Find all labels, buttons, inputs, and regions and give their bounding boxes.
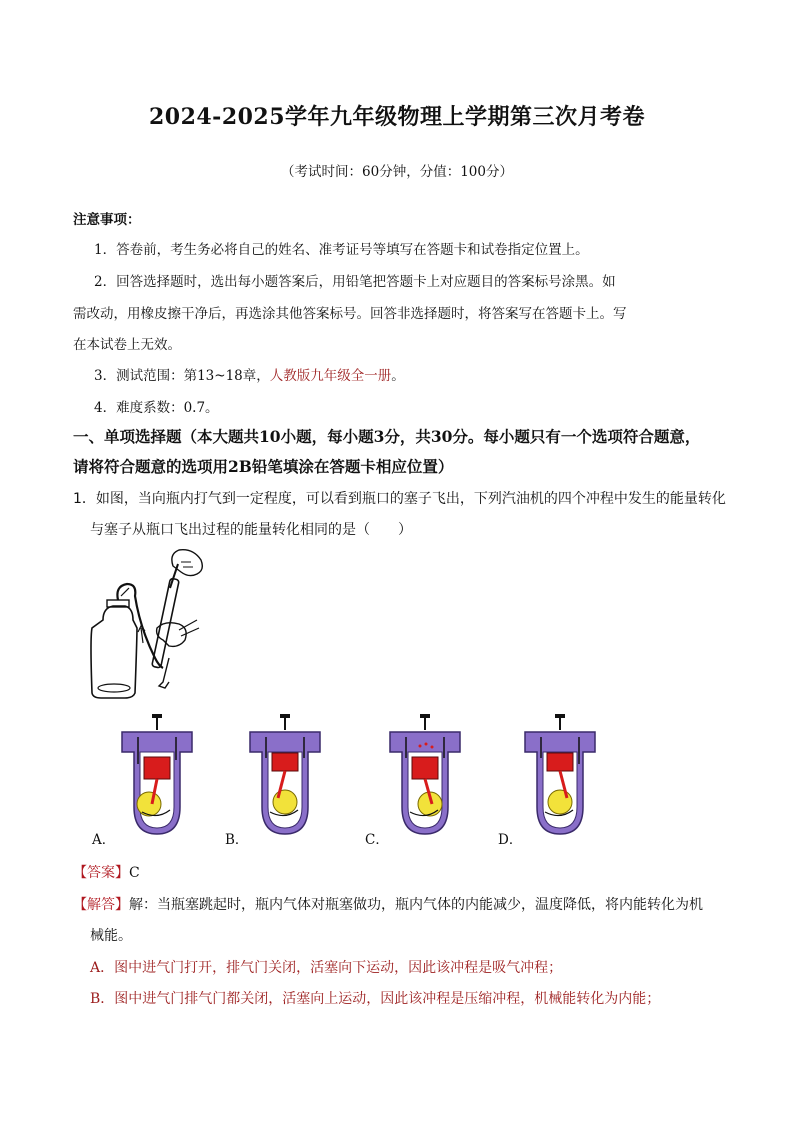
- answer-line: [73, 862, 140, 882]
- option-d-label: D．: [498, 832, 523, 848]
- explain-text-1: 解：当瓶塞跳起时，瓶内气体对瓶塞做功，瓶内气体的内能减少，温度降低，将内能转化为机: [129, 897, 703, 913]
- engine-option-c: [380, 712, 470, 842]
- notice-item-4: 4．难度系数：0.7。: [94, 400, 219, 416]
- notice-item-2-line-1: 2．回答选择题时，选出每小题答案后，用铅笔把答题卡上对应题目的答案标号涂黑。如: [94, 274, 616, 290]
- notice-item-3-prefix: 3．测试范围：第13~18章，: [94, 368, 270, 384]
- notice-heading: 注意事项：: [73, 212, 141, 228]
- explain-line-1: [73, 894, 703, 914]
- section-1-heading-line-1: 一、单项选择题（本大题共10小题，每小题3分，共30分。每小题只有一个选项符合题意，: [73, 427, 701, 446]
- engine-option-d: [515, 712, 605, 842]
- explain-option-b: B．图中进气门排气门都关闭，活塞向上运动，因此该冲程是压缩冲程，机械能转化为内能；: [90, 991, 661, 1007]
- option-c-label: C．: [365, 832, 389, 848]
- exam-subtitle: （考试时间：60分钟，分值：100分）: [281, 164, 513, 180]
- answer-value: C: [129, 865, 140, 881]
- notice-item-2-line-2: 需改动，用橡皮擦干净后，再选涂其他答案标号。回答非选择题时，将答案写在答题卡上。写: [73, 306, 627, 322]
- notice-item-3: [94, 364, 405, 384]
- engine-a-body: [122, 714, 192, 834]
- exam-title: 2024-2025学年九年级物理上学期第三次月考卷: [148, 104, 646, 130]
- bottle-pump-figure: [85, 548, 215, 708]
- question-1-line-2: 与塞子从瓶口飞出过程的能量转化相同的是（ ）: [90, 522, 412, 538]
- answer-tag: 【答案】: [73, 865, 129, 881]
- engine-d-body: [525, 714, 595, 834]
- explain-line-2: 械能。: [90, 928, 132, 944]
- notice-item-2-line-3: 在本试卷上无效。: [73, 337, 181, 353]
- explain-option-a: A．图中进气门打开，排气门关闭，活塞向下运动，因此该冲程是吸气冲程；: [90, 960, 563, 976]
- engine-option-b: [240, 712, 330, 842]
- notice-item-3-highlight: 人教版九年级全一册: [269, 368, 392, 384]
- engine-option-a: [112, 712, 202, 842]
- engine-b-body: [250, 714, 320, 834]
- question-1-line-1: 1．如图，当向瓶内打气到一定程度，可以看到瓶口的塞子飞出，下列汽油机的四个冲程中发生的能量转化: [73, 491, 726, 507]
- option-a-label: A．: [92, 832, 116, 848]
- notice-item-1: 1．答卷前，考生务必将自己的姓名、准考证号等填写在答题卡和试卷指定位置上。: [94, 242, 589, 258]
- explain-tag: 【解答】: [73, 897, 129, 913]
- engine-c-body: [390, 714, 460, 834]
- option-b-label: B．: [225, 832, 249, 848]
- notice-item-3-suffix: 。: [391, 368, 405, 384]
- section-1-heading-line-2: 请将符合题意的选项用2B铅笔填涂在答题卡相应位置）: [73, 457, 454, 476]
